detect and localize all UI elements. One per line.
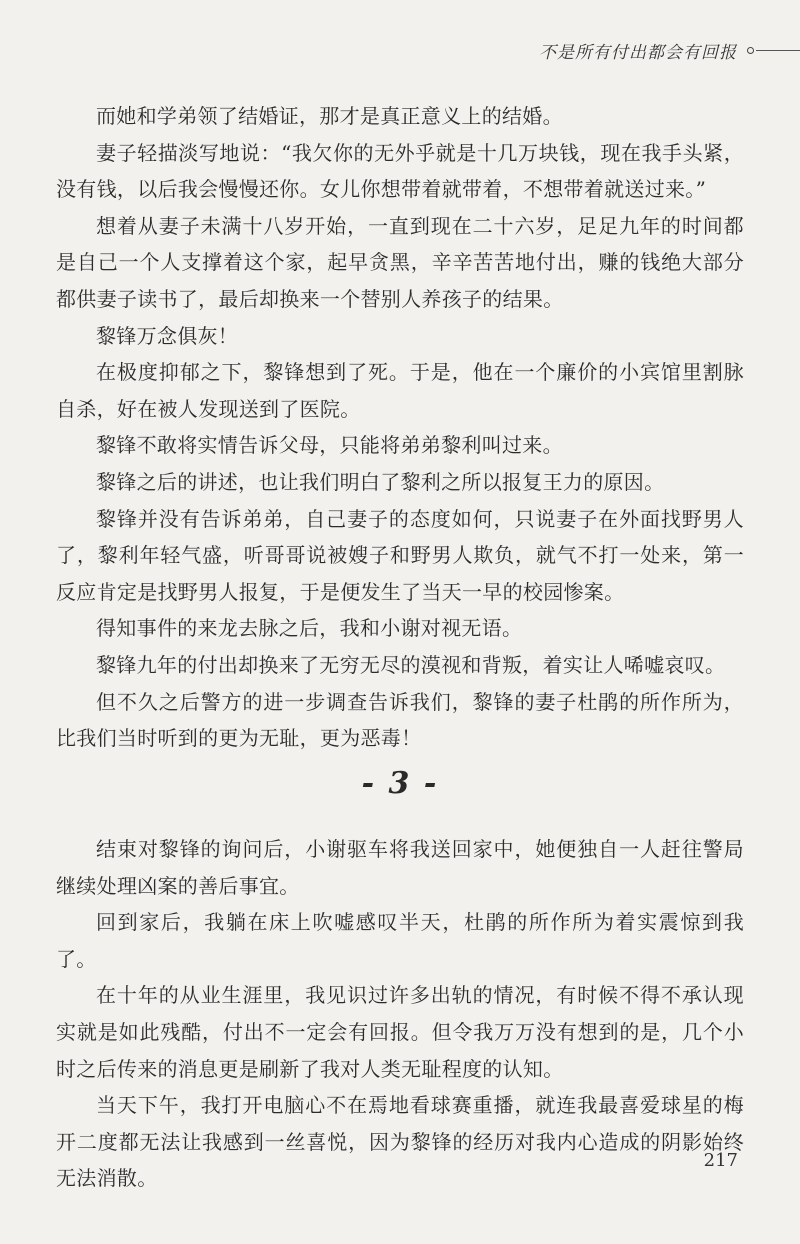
page-number: 217: [703, 1150, 738, 1171]
running-header: [539, 38, 800, 62]
section-heading: - 3 -: [361, 766, 439, 801]
paragraph: 结束对黎锋的询问后，小谢驱车将我送回家中，她便独自一人赶往警局继续处理凶案的善后事宜。: [56, 837, 744, 898]
paragraph: 当天下午，我打开电脑心不在焉地看球赛重播，就连我最喜爱球星的梅开二度都无法让我感到一丝喜悦，因为黎锋的经历对我内心造成的阴影始终无法消散。: [56, 1093, 744, 1191]
body-text-before-section: [56, 98, 744, 757]
header-ornament-line: [756, 50, 800, 51]
header-ornament-circle-icon: [747, 47, 754, 54]
paragraph: 想着从妻子未满十八岁开始，一直到现在二十六岁，足足九年的时间都是自己一个人支撑着这个家，起早贪黑，辛辛苦苦地付出，赚的钱绝大部分都供妻子读书了，最后却换来一个替别人养孩子的结果。: [56, 213, 744, 311]
paragraph: 在十年的从业生涯里，我见识过许多出轨的情况，有时候不得不承认现实就是如此残酷，付出不一定会有回报。但令我万万没有想到的是，几个小时之后传来的消息更是刷新了我对人类无耻程度的认知。: [56, 983, 744, 1081]
paragraph: 但不久之后警方的进一步调查告诉我们，黎锋的妻子杜鹃的所作所为，比我们当时听到的更为无耻，更为恶毒！: [56, 689, 744, 751]
paragraph: 黎锋之后的讲述，也让我们明白了黎利之所以报复王力的原因。: [96, 469, 665, 494]
body-text-after-section: [56, 831, 744, 1197]
paragraph: 在极度抑郁之下，黎锋想到了死。于是，他在一个廉价的小宾馆里割脉自杀，好在被人发现送到了医院。: [56, 360, 744, 421]
paragraph: 黎锋不敢将实情告诉父母，只能将弟弟黎利叫过来。: [96, 433, 563, 458]
paragraph: 黎锋并没有告诉弟弟，自己妻子的态度如何，只说妻子在外面找野男人了，黎利年轻气盛，听哥哥说被嫂子和野男人欺负，就气不打一处来，第一反应肯定是找野男人报复，于是便发生了当天一早的校园惨案。: [56, 506, 744, 604]
running-title: 不是所有付出都会有回报: [539, 42, 737, 63]
paragraph: 得知事件的来龙去脉之后，我和小谢对视无语。: [96, 616, 523, 641]
paragraph: 妻子轻描淡写地说：“我欠你的无外乎就是十几万块钱，现在我手头紧，没有钱，以后我会慢慢还你。女儿你想带着就带着，不想带着就送过来。”: [56, 140, 744, 202]
paragraph: 而她和学弟领了结婚证，那才是真正意义上的结婚。: [96, 104, 563, 128]
paragraph: 黎锋九年的付出却换来了无穷无尽的漠视和背叛，着实让人唏嘘哀叹。: [96, 652, 726, 677]
paragraph: 回到家后，我躺在床上吹嘘感叹半天，杜鹃的所作所为着实震惊到我了。: [56, 910, 744, 971]
paragraph: 黎锋万念俱灰！: [96, 323, 239, 348]
